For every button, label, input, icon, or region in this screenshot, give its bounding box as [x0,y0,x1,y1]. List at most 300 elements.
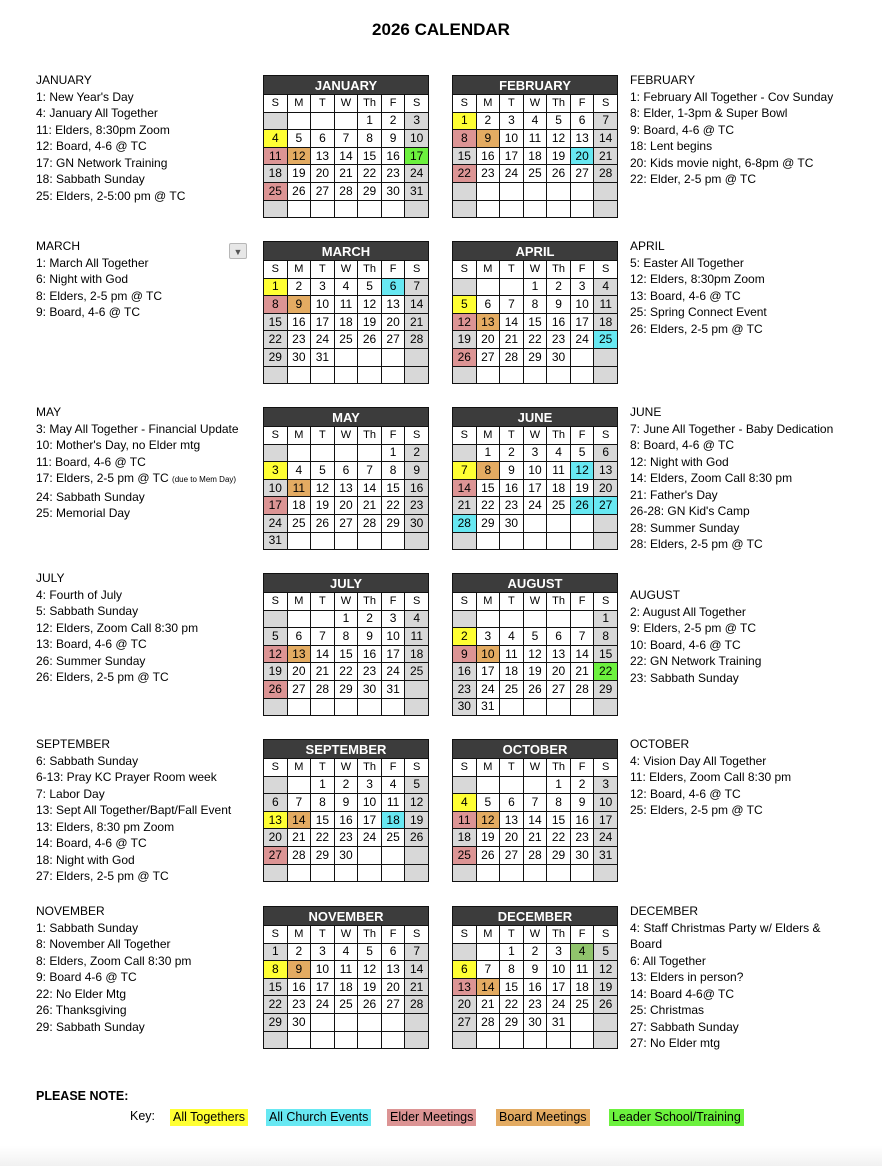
note-text: 27: Elders, 2-5 pm @ TC [36,869,169,883]
weekday-label: S [264,261,288,279]
empty-cell [405,698,429,716]
day-cell: 15 [311,811,335,829]
weekday-label: W [523,593,547,611]
empty-cell [381,200,405,218]
empty-cell [500,200,524,218]
empty-cell [453,1031,477,1049]
weekday-label: M [476,593,500,611]
note-item [630,437,833,454]
day-cell: 29 [264,1013,288,1031]
empty-cell [547,532,571,550]
day-cell: 1 [594,610,618,628]
note-text: 12: Elders, 8:30pm Zoom [630,272,765,286]
note-text: 6: Sabbath Sunday [36,753,139,768]
note-item [630,969,821,986]
note-text: 5: Easter All Together [630,255,744,270]
day-cell: 2 [287,278,311,296]
note-text: 24: Sabbath Sunday [36,489,145,504]
note-text: 8: November All Together [36,937,171,951]
day-cell: 29 [476,514,500,532]
note-item [36,852,231,869]
day-cell: 5 [476,794,500,812]
day-cell: 5 [594,943,618,961]
day-cell: 26 [594,996,618,1014]
day-cell: 22 [334,663,358,681]
note-item [36,470,239,489]
empty-cell [523,1031,547,1049]
empty-cell [570,366,594,384]
day-cell: 30 [334,846,358,864]
day-cell: 7 [358,462,382,480]
day-cell: 17 [311,978,335,996]
month-header: JANUARY [264,76,429,95]
note-item [630,1035,821,1052]
day-cell: 13 [453,978,477,996]
note-item [36,868,231,885]
empty-cell [311,532,335,550]
day-cell: 3 [405,112,429,130]
note-item [36,587,198,604]
notes-september [36,736,231,885]
day-cell: 9 [381,130,405,148]
day-cell: 9 [453,645,477,663]
day-cell: 29 [500,1013,524,1031]
note-item [36,288,162,305]
empty-cell [287,200,311,218]
empty-cell [453,776,477,794]
day-cell: 3 [570,278,594,296]
empty-cell [264,366,288,384]
day-cell: 11 [570,961,594,979]
empty-cell [264,1031,288,1049]
note-item [36,122,185,139]
empty-cell [570,1031,594,1049]
empty-cell [453,943,477,961]
empty-cell [334,348,358,366]
empty-cell [334,532,358,550]
note-item [36,138,185,155]
day-cell: 14 [334,147,358,165]
empty-cell [334,366,358,384]
empty-cell [287,532,311,550]
weekday-label: Th [547,593,571,611]
day-cell: 4 [500,628,524,646]
note-item [630,986,821,1003]
empty-cell [500,1031,524,1049]
day-cell: 19 [264,663,288,681]
weekday-label: Th [547,95,571,113]
weekday-label: S [453,759,477,777]
day-cell: 23 [523,996,547,1014]
day-cell: 4 [334,278,358,296]
note-item [630,920,821,937]
day-cell: 25 [500,680,524,698]
empty-cell [334,1013,358,1031]
empty-cell [311,444,335,462]
day-cell: 20 [311,165,335,183]
day-cell: 18 [453,829,477,847]
weekday-label: T [311,926,335,944]
note-text: 6-13: Pray KC Prayer Room week [36,770,217,784]
month-header: DECEMBER [453,907,618,926]
empty-cell [334,864,358,882]
weekday-label: T [500,759,524,777]
day-cell: 2 [523,943,547,961]
day-cell: 11 [334,296,358,314]
note-item [36,786,231,803]
weekday-label: S [405,95,429,113]
day-cell: 1 [381,444,405,462]
empty-cell [381,532,405,550]
weekday-label: S [453,427,477,445]
empty-cell [264,610,288,628]
day-cell: 4 [547,444,571,462]
empty-cell [476,943,500,961]
note-item [630,470,833,487]
weekday-label: M [476,95,500,113]
day-cell: 28 [405,996,429,1014]
empty-cell [476,1031,500,1049]
color-key [0,1109,882,1127]
calendar-june [452,407,618,550]
calendar-august [452,573,618,716]
day-cell: 4 [523,112,547,130]
empty-cell [311,112,335,130]
note-item [36,421,239,438]
day-cell: 16 [405,479,429,497]
empty-cell [570,348,594,366]
day-cell: 10 [381,628,405,646]
day-cell: 30 [453,698,477,716]
day-cell: 17 [500,147,524,165]
note-item [36,603,198,620]
day-cell: 17 [358,811,382,829]
day-cell: 8 [453,130,477,148]
note-item [36,653,198,670]
day-cell: 14 [476,978,500,996]
note-text: 25: Elders, 2-5:00 pm @ TC [36,188,186,203]
day-cell: 26 [358,331,382,349]
key-board-meetings: Board Meetings [496,1109,590,1126]
day-cell: 26 [547,165,571,183]
notes-july [36,570,198,686]
weekday-label: T [500,95,524,113]
empty-cell [381,698,405,716]
day-cell: 21 [570,663,594,681]
day-cell: 25 [570,996,594,1014]
weekday-label: S [264,593,288,611]
day-cell: 17 [381,645,405,663]
day-cell: 10 [500,130,524,148]
day-cell: 7 [476,961,500,979]
day-cell: 11 [453,811,477,829]
day-cell: 11 [287,479,311,497]
note-item [36,920,191,937]
day-cell: 8 [358,130,382,148]
day-cell: 21 [287,829,311,847]
month-header: NOVEMBER [264,907,429,926]
note-item [630,304,767,321]
note-item [36,953,191,970]
note-text: 5: Sabbath Sunday [36,604,139,618]
weekday-label: T [311,95,335,113]
weekday-label: Th [547,759,571,777]
empty-cell [311,1031,335,1049]
day-cell: 1 [453,112,477,130]
day-cell: 21 [594,147,618,165]
day-cell: 7 [570,628,594,646]
note-text: 8: Elders, 2-5 pm @ TC [36,288,162,303]
empty-cell [523,200,547,218]
notes-august [630,587,761,686]
day-cell: 20 [476,331,500,349]
day-cell: 1 [334,610,358,628]
empty-cell [311,200,335,218]
day-cell: 5 [453,296,477,314]
day-cell: 24 [311,996,335,1014]
empty-cell [523,776,547,794]
day-cell: 29 [594,680,618,698]
empty-cell [570,610,594,628]
day-cell: 25 [594,331,618,349]
note-item [36,89,185,106]
note-text: 26: Summer Sunday [36,653,146,668]
day-cell: 8 [264,296,288,314]
day-cell: 23 [570,829,594,847]
weekday-label: F [381,261,405,279]
note-item [630,122,833,139]
day-cell: 2 [547,278,571,296]
day-cell: 3 [500,112,524,130]
note-text: 1: New Year's Day [36,89,134,104]
day-cell: 2 [287,943,311,961]
note-text: 4: Staff Christmas Party w/ Elders & [630,920,821,935]
day-cell: 19 [453,331,477,349]
day-cell: 28 [453,514,477,532]
empty-cell [476,610,500,628]
day-cell: 11 [523,130,547,148]
day-cell: 19 [311,497,335,515]
day-cell: 14 [311,645,335,663]
day-cell: 18 [405,645,429,663]
day-cell: 21 [405,313,429,331]
empty-cell [500,278,524,296]
notes-heading: JUNE [630,405,662,419]
day-cell: 18 [523,147,547,165]
day-cell: 30 [405,514,429,532]
month-header: MAY [264,408,429,427]
day-cell: 17 [311,313,335,331]
note-text: 8: Board, 4-6 @ TC [630,438,735,452]
note-text: 26: Elders, 2-5 pm @ TC [36,670,169,684]
note-item [36,969,191,986]
day-cell: 7 [405,943,429,961]
weekday-label: M [287,95,311,113]
day-cell: 15 [500,978,524,996]
note-text: 2: August All Together [630,604,746,619]
day-cell: 25 [334,996,358,1014]
day-cell: 16 [500,479,524,497]
note-text: 26: Elders, 2-5 pm @ TC [630,321,763,336]
day-cell: 1 [311,776,335,794]
day-cell: 31 [594,846,618,864]
day-cell: 30 [287,1013,311,1031]
note-text: 11: Elders, 8:30pm Zoom [36,122,170,137]
empty-cell [311,698,335,716]
day-cell: 15 [547,811,571,829]
day-cell: 18 [287,497,311,515]
note-item [630,171,833,188]
weekday-label: S [453,593,477,611]
day-cell: 12 [453,313,477,331]
weekday-label: T [311,427,335,445]
day-cell: 5 [358,278,382,296]
day-cell: 14 [453,479,477,497]
day-cell: 5 [405,776,429,794]
empty-cell [358,1031,382,1049]
note-text: 7: June All Together - Baby Dedication [630,421,834,436]
day-cell: 26 [287,182,311,200]
empty-cell [264,698,288,716]
day-cell: 27 [311,182,335,200]
notes-heading: JULY [36,571,65,585]
empty-cell [594,698,618,716]
day-cell: 28 [358,514,382,532]
day-cell: 23 [287,331,311,349]
weekday-label: W [523,261,547,279]
day-cell: 26 [453,348,477,366]
day-cell: 25 [334,331,358,349]
day-cell: 10 [358,794,382,812]
day-cell: 2 [500,444,524,462]
empty-cell [594,366,618,384]
day-cell: 7 [523,794,547,812]
day-cell: 14 [405,961,429,979]
day-cell: 10 [594,794,618,812]
note-item [630,670,761,687]
day-cell: 24 [500,165,524,183]
weekday-label: T [311,261,335,279]
day-cell: 26 [523,680,547,698]
note-text: 26: Thanksgiving [36,1003,127,1017]
weekday-label: T [500,427,524,445]
day-cell: 22 [453,165,477,183]
day-cell: 14 [358,479,382,497]
weekday-label: S [594,95,618,113]
day-cell: 25 [523,165,547,183]
day-cell: 23 [358,663,382,681]
notes-heading: NOVEMBER [36,904,105,918]
note-text: 9: Board, 4-6 @ TC [36,305,141,319]
day-cell: 9 [287,961,311,979]
day-cell: 1 [264,278,288,296]
day-cell: 9 [287,296,311,314]
notes-heading: FEBRUARY [630,73,696,87]
day-cell: 7 [594,112,618,130]
note-item [36,753,231,770]
day-cell: 13 [594,462,618,480]
note-text: 14: Board 4-6@ TC [630,986,735,1001]
day-cell: 19 [405,811,429,829]
empty-cell [287,366,311,384]
empty-cell [523,698,547,716]
empty-cell [287,864,311,882]
key-elder-meetings: Elder Meetings [387,1109,476,1126]
month-header: FEBRUARY [453,76,618,95]
empty-cell [334,112,358,130]
weekday-label: S [405,427,429,445]
empty-cell [264,200,288,218]
note-text: 27: No Elder mtg [630,1036,721,1050]
empty-cell [547,864,571,882]
day-cell: 23 [547,331,571,349]
note-item [630,89,833,106]
note-text: 13: Board, 4-6 @ TC [36,637,147,651]
note-item [630,637,761,654]
day-cell: 16 [523,978,547,996]
day-cell: 27 [381,331,405,349]
note-item [630,520,833,537]
weekday-label: M [476,926,500,944]
day-cell: 22 [594,663,618,681]
notes-heading: JANUARY [36,73,92,87]
day-cell: 4 [264,130,288,148]
empty-cell [358,444,382,462]
empty-cell [523,610,547,628]
day-cell: 8 [264,961,288,979]
note-text: Board [630,937,663,951]
empty-cell [594,200,618,218]
day-cell: 27 [381,996,405,1014]
note-item [630,620,761,637]
weekday-label: M [476,759,500,777]
empty-cell [547,610,571,628]
day-cell: 31 [264,532,288,550]
note-item [630,769,791,786]
day-cell: 5 [523,628,547,646]
empty-cell [311,1013,335,1031]
weekday-label: Th [547,427,571,445]
day-cell: 15 [476,479,500,497]
note-text: 22: Elder, 2-5 pm @ TC [630,172,757,186]
note-item [36,155,185,172]
note-item [36,636,198,653]
note-text: 10: Board, 4-6 @ TC [630,637,741,652]
empty-cell [358,846,382,864]
note-item [630,321,767,338]
note-text: 4: January All Together [36,106,158,120]
day-cell: 24 [570,331,594,349]
chevron-down-icon[interactable]: ▼ [229,243,247,259]
empty-cell [500,864,524,882]
day-cell: 14 [287,811,311,829]
day-cell: 20 [287,663,311,681]
day-cell: 21 [523,829,547,847]
day-cell: 17 [264,497,288,515]
day-cell: 30 [547,348,571,366]
day-cell: 31 [311,348,335,366]
day-cell: 27 [287,680,311,698]
note-text: 4: Vision Day All Together [630,753,767,768]
day-cell: 26 [570,497,594,515]
day-cell: 4 [594,278,618,296]
day-cell: 13 [287,645,311,663]
day-cell: 1 [523,278,547,296]
day-cell: 30 [381,182,405,200]
day-cell: 9 [358,628,382,646]
day-cell: 21 [453,497,477,515]
note-item [36,835,231,852]
